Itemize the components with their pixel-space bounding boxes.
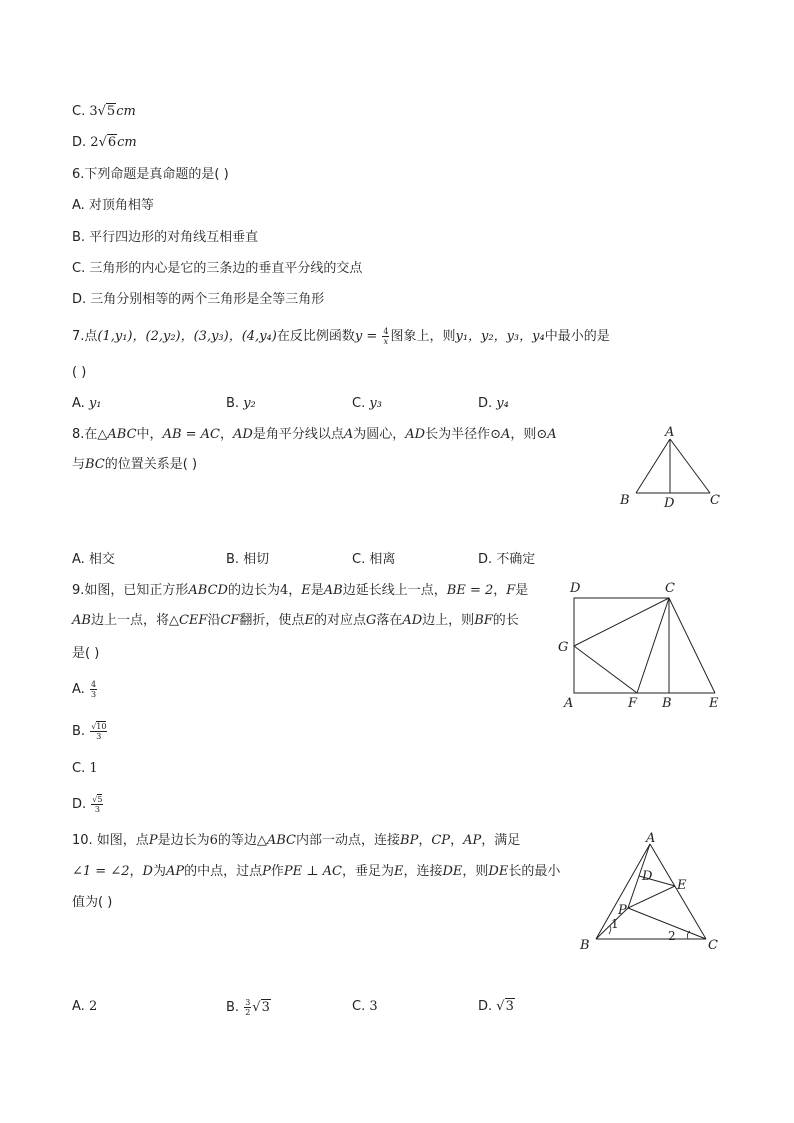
q10-triangle-figure — [576, 830, 726, 956]
q6-option-a: A. 对顶角相等 — [72, 198, 154, 213]
option-label: C. — [352, 999, 370, 1014]
math: E — [304, 613, 314, 628]
segment-pe — [628, 886, 675, 908]
math: △ABC — [97, 427, 137, 442]
denominator: 3 — [94, 805, 100, 814]
math: G — [365, 613, 377, 628]
math: F — [506, 583, 516, 598]
text: ， — [220, 427, 234, 442]
q10-stem-line3: 值为( ) — [72, 895, 113, 910]
math: E — [301, 583, 311, 598]
label-d: D — [570, 581, 581, 596]
q10-option-b — [226, 998, 271, 1017]
q5-option-c — [72, 103, 136, 121]
text: 的等边 — [217, 833, 257, 848]
numerator: 4 — [383, 327, 389, 336]
option-label: D. — [478, 999, 497, 1014]
text: ，则 — [510, 427, 537, 442]
text: 的位置关系是( ) — [104, 457, 198, 472]
math: AP — [165, 864, 185, 879]
text: ， — [288, 583, 302, 598]
label-c: C — [665, 581, 675, 596]
q6-option-c: C. 三角形的内心是它的三条边的垂直平分线的交点 — [72, 261, 363, 276]
text: 作 — [270, 864, 284, 879]
segment-ce — [669, 598, 715, 693]
math: y₄ — [496, 396, 509, 411]
q10-option-a — [72, 998, 97, 1016]
text: 边上一点，将 — [90, 613, 169, 628]
coefficient: 3 — [89, 104, 98, 119]
math: y₁，y₂，y₃，y₄ — [455, 329, 545, 344]
option-label: A. — [72, 682, 89, 697]
denominator: 3 — [96, 732, 102, 741]
option-label: B. — [226, 396, 244, 411]
q10-stem-line2 — [72, 863, 560, 881]
math: AB — [323, 583, 343, 598]
numerator: 4 — [90, 680, 97, 689]
numerator: √10 — [91, 722, 107, 731]
label-g: G — [558, 640, 569, 655]
q9-stem-line3: 是( ) — [72, 646, 100, 661]
option-label: A. — [72, 396, 89, 411]
radicand: 5 — [106, 104, 116, 119]
math: PE ⊥ AC — [283, 864, 342, 879]
text: 在反比例函数 — [276, 329, 355, 344]
text: 是 — [310, 583, 324, 598]
label-c: C — [708, 938, 718, 953]
math: CP — [431, 833, 451, 848]
math: D — [142, 864, 153, 879]
text: 9.如图，已知正方形 — [72, 583, 189, 598]
option-label: D. — [72, 135, 91, 150]
denominator: 2 — [245, 1008, 251, 1017]
numerator: 3 — [245, 998, 251, 1007]
math: ⊙A — [536, 427, 557, 442]
label-c: C — [710, 493, 720, 508]
q6-option-b: B. 平行四边形的对角线互相垂直 — [72, 230, 259, 245]
option-label: A. — [72, 999, 89, 1014]
denominator: 3 — [90, 690, 97, 699]
math: DE — [488, 864, 509, 879]
text: 为 — [152, 864, 166, 879]
q7-option-c — [352, 395, 382, 413]
segment-cp — [628, 908, 706, 939]
math: BE = 2 — [446, 583, 494, 598]
q10-option-d — [478, 998, 515, 1016]
math: y₂ — [243, 396, 256, 411]
text: ，连接 — [403, 864, 443, 879]
q6-option-d: D. 三角分别相等的两个三角形是全等三角形 — [72, 292, 325, 307]
q8-option-b: B. 相切 — [226, 552, 270, 567]
math: BC — [85, 457, 105, 472]
text: ，垂足为 — [341, 864, 394, 879]
text: ， — [450, 833, 464, 848]
math: 1 — [89, 761, 98, 776]
segment-gf — [574, 646, 637, 693]
math: AD — [233, 427, 253, 442]
side-ab — [596, 844, 650, 939]
text: 的长 — [492, 613, 519, 628]
text: 与 — [72, 457, 86, 472]
text: 是 — [515, 583, 529, 598]
q7-paren: ( ) — [72, 365, 87, 380]
math: AB — [72, 613, 91, 628]
q8-stem-line1 — [72, 426, 557, 444]
radicand: 3 — [261, 1000, 270, 1015]
fraction — [90, 722, 107, 741]
q7-option-d — [478, 395, 509, 413]
q7-option-a — [72, 395, 102, 413]
label-a: A — [665, 425, 675, 440]
math: y₁ — [88, 396, 102, 411]
math: 4 — [279, 583, 289, 598]
label-a: A — [564, 696, 574, 711]
radicand: 10 — [96, 722, 107, 731]
square-abcd — [574, 598, 669, 693]
numerator: √5 — [92, 795, 103, 804]
math: AD — [405, 427, 426, 442]
text: 边延长线上一点， — [342, 583, 447, 598]
q8-stem-line2 — [72, 456, 197, 474]
math: AP — [463, 833, 482, 848]
label-angle-2: 2 — [668, 929, 676, 943]
radicand: 6 — [107, 135, 117, 150]
unit: cm — [117, 135, 137, 150]
text: 的边长为 — [227, 583, 280, 598]
radicand: 3 — [505, 999, 514, 1014]
q6-stem: 6.下列命题是真命题的是( ) — [72, 167, 229, 182]
text: 的中点，过点 — [184, 864, 263, 879]
q9-stem-line2 — [72, 612, 519, 630]
text: 长的最小 — [508, 864, 561, 879]
math: DE — [442, 864, 463, 879]
coefficient: 2 — [90, 135, 99, 150]
math: CF — [220, 613, 240, 628]
fraction — [90, 680, 97, 699]
math: BF — [474, 613, 493, 628]
text: 是边长为 — [157, 833, 210, 848]
label-b: B — [580, 938, 590, 953]
text: 8.在 — [72, 427, 98, 442]
q10-option-c — [352, 998, 378, 1016]
text: ， — [493, 583, 507, 598]
label-p: P — [618, 903, 627, 918]
label-a: A — [646, 831, 656, 846]
label-b: B — [620, 493, 630, 508]
math: y₃ — [369, 396, 382, 411]
math: P — [262, 864, 271, 879]
math: AB = AC — [162, 427, 220, 442]
side-ab — [636, 439, 670, 493]
fraction — [244, 998, 251, 1017]
label-d: D — [642, 869, 653, 884]
option-label: C. — [72, 761, 90, 776]
q9-option-d — [72, 795, 104, 814]
fraction — [91, 795, 103, 814]
math: ⊙A — [490, 427, 511, 442]
option-label: B. — [226, 1000, 244, 1015]
side-ac — [670, 439, 710, 493]
denominator: x — [383, 337, 389, 346]
label-f: F — [628, 696, 638, 711]
math: 2 — [88, 999, 98, 1014]
text: 长为半径作 — [425, 427, 491, 442]
text: ，满足 — [481, 833, 521, 848]
text: 图象上，则 — [390, 329, 456, 344]
sqrt-expression: √5 — [97, 104, 116, 119]
q9-option-b — [72, 722, 108, 741]
text: 翻折，使点 — [239, 613, 305, 628]
text: 10. 如图，点 — [72, 833, 149, 848]
math: 6 — [209, 833, 218, 848]
math: E — [393, 864, 404, 879]
option-label: D. — [478, 396, 497, 411]
sqrt-expression: √3 — [496, 999, 514, 1014]
math: y = — [354, 329, 382, 344]
option-label: C. — [72, 104, 90, 119]
label-d: D — [664, 496, 675, 511]
text: 的对应点 — [313, 613, 366, 628]
q8-option-d: D. 不确定 — [478, 552, 536, 567]
radicand: 5 — [97, 795, 103, 804]
text: 为圆心， — [353, 427, 406, 442]
sqrt-expression: √6 — [98, 135, 117, 150]
text: 中最小的是 — [544, 329, 610, 344]
q9-option-c — [72, 760, 98, 778]
text: 边上，则 — [422, 613, 475, 628]
text: ， — [129, 864, 143, 879]
q9-square-figure — [552, 576, 732, 712]
option-label: D. — [72, 797, 91, 812]
math: ∠1 = ∠2 — [72, 864, 130, 879]
label-b: B — [662, 696, 672, 711]
math: 3 — [369, 999, 378, 1014]
label-e: E — [709, 696, 719, 711]
text: 内部一动点，连接 — [296, 833, 401, 848]
q8-triangle-figure — [614, 424, 734, 516]
math: △ABC — [256, 833, 297, 848]
math: P — [148, 833, 158, 848]
q9-stem-line1 — [72, 582, 528, 600]
text: ，则 — [462, 864, 489, 879]
label-angle-1: 1 — [611, 917, 619, 931]
label-e: E — [677, 878, 687, 893]
math: ABCD — [188, 583, 228, 598]
math: △CEF — [168, 613, 208, 628]
option-label: C. — [352, 396, 370, 411]
math: AD — [402, 613, 423, 628]
unit: cm — [116, 104, 136, 119]
text: 中， — [136, 427, 163, 442]
sqrt-expression: √3 — [252, 1000, 270, 1015]
q9-option-a — [72, 680, 98, 699]
math: A — [343, 427, 354, 442]
text: ， — [418, 833, 432, 848]
q8-option-a: A. 相交 — [72, 552, 115, 567]
math: (1,y₁)，(2,y₂)，(3,y₃)，(4,y₄) — [97, 329, 277, 344]
q7-stem — [72, 327, 610, 346]
math: BP — [400, 833, 419, 848]
fraction — [382, 327, 389, 346]
text: 沿 — [207, 613, 221, 628]
text: 是角平分线以点 — [252, 427, 344, 442]
q8-option-c: C. 相离 — [352, 552, 396, 567]
option-label: B. — [72, 724, 90, 739]
q5-option-d — [72, 134, 137, 152]
q7-option-b — [226, 395, 256, 413]
text: 落在 — [376, 613, 403, 628]
q10-stem-line1 — [72, 832, 520, 850]
text: 7.点 — [72, 329, 98, 344]
